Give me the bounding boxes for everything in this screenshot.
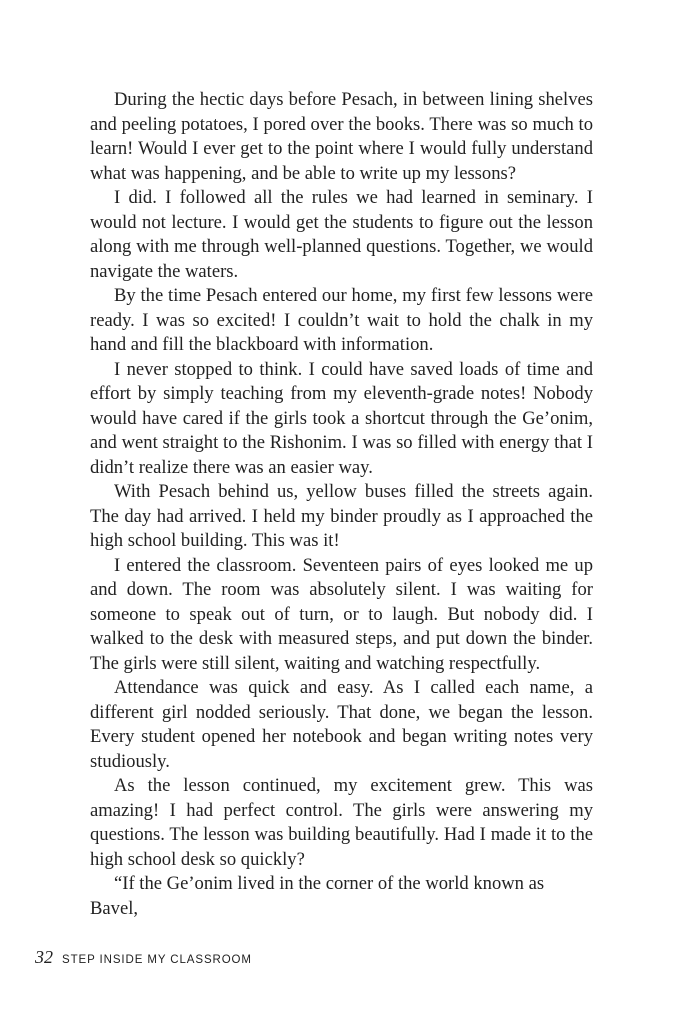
paragraph-6: I entered the classroom. Seventeen pairs of eyes looked me up and down. The room was absolutely silent. I was waiting for someone to speak out of turn, or to laugh. But nobody did. I walked to the desk with measured steps, and put down the binder. The girls were still silent, waiting and watching respectfully.	[90, 554, 593, 674]
running-head: STEP INSIDE MY CLASSROOM	[62, 954, 252, 966]
paragraph-7: Attendance was quick and easy. As I called each name, a different girl nodded seriously. That done, we began the lesson. Every student opened her notebook and began writing notes very studiously.	[90, 677, 593, 772]
paragraph-1: During the hectic days before Pesach, in between lining shelves and peeling potatoes, I pored over the books. There was so much to learn! Would I ever get to the point where I would fully understand what was happening, and be able to write up my lessons?	[90, 89, 593, 184]
page-number: 32	[35, 947, 53, 967]
paragraph-2: I did. I followed all the rules we had learned in seminary. I would not lecture. I would get the students to figure out the lesson along with me through well-planned questions. Together, we would navigate the waters.	[90, 187, 593, 282]
page-footer	[35, 947, 252, 971]
body-text	[90, 88, 593, 921]
paragraph-4: I never stopped to think. I could have saved loads of time and effort by simply teaching from my eleventh-grade notes! Nobody would have cared if the girls took a shortcut through the Ge’onim, and went straight to the Rishonim. I was so filled with energy that I didn’t realize there was an easier way.	[90, 358, 593, 478]
paragraph-9: “If the Ge’onim lived in the corner of the world known as Bavel,	[90, 873, 545, 919]
paragraph-8: As the lesson continued, my excitement grew. This was amazing! I had perfect control. The girls were answering my questions. The lesson was building beautifully. Had I made it to the high school desk so quickly?	[90, 775, 593, 870]
paragraph-3: By the time Pesach entered our home, my first few lessons were ready. I was so excited! I couldn’t wait to hold the chalk in my hand and fill the blackboard with information.	[90, 285, 593, 355]
paragraph-5: With Pesach behind us, yellow buses filled the streets again. The day had arrived. I held my binder proudly as I approached the high school building. This was it!	[90, 481, 593, 551]
